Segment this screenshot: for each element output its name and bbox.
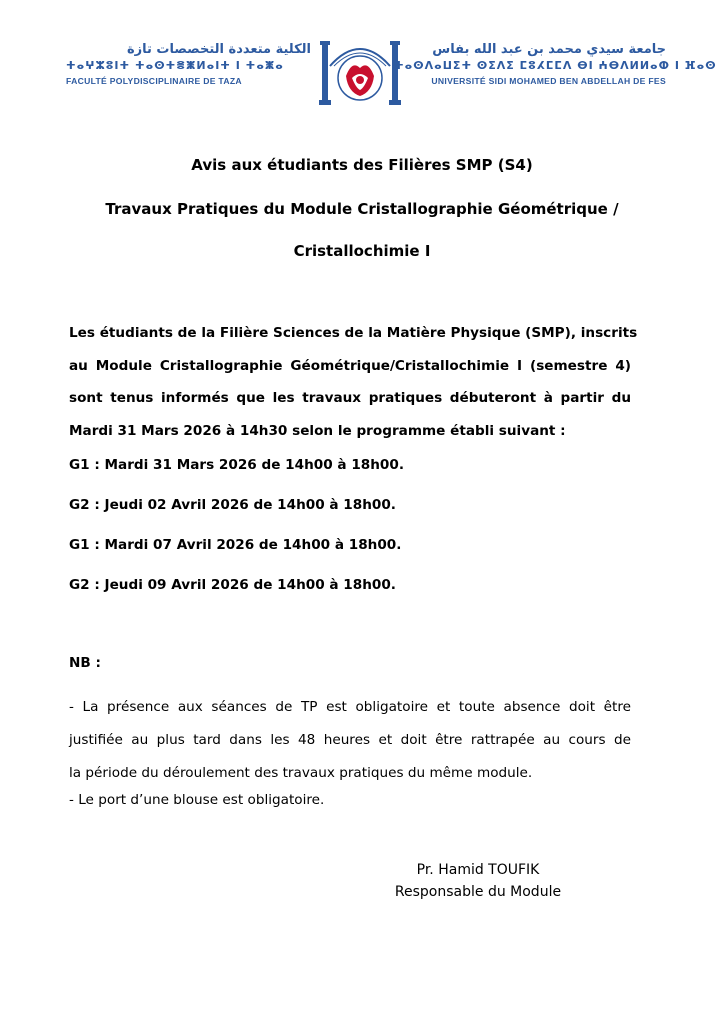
nb-line-1: - La présence aux séances de TP est obligatoire et toute absence doit être bbox=[69, 699, 631, 715]
announcement-paragraph bbox=[69, 317, 638, 448]
nb-notes bbox=[69, 691, 631, 817]
faculty-name-arabic: الكلية متعددة التخصصات تازة bbox=[126, 42, 311, 57]
nb-label: NB : bbox=[69, 655, 101, 671]
letterhead bbox=[66, 36, 717, 108]
faculty-block bbox=[66, 42, 311, 88]
schedule-item-1: G1 : Mardi 31 Mars 2026 de 14h00 à 18h00. bbox=[69, 457, 404, 473]
schedule-item-4: G2 : Jeudi 09 Avril 2026 de 14h00 à 18h00. bbox=[69, 577, 396, 593]
nb-line-4: - Le port d’une blouse est obligatoire. bbox=[69, 792, 325, 808]
faculty-name-tifinagh: ⵜⴰⵖⵣⵓⵏⵜ ⵜⴰⵙⵜⴻⵥⵍⴰⵏⵜ ⵏ ⵜⴰⵥⴰ bbox=[66, 59, 284, 72]
university-block bbox=[394, 42, 717, 88]
notice-subtitle-line-1: Travaux Pratiques du Module Cristallographie Géométrique / bbox=[105, 200, 619, 218]
university-logo-icon bbox=[316, 36, 404, 108]
announcement-line-1: Les étudiants de la Filière Sciences de la Matière Physique (SMP), inscrits bbox=[69, 325, 638, 341]
announcement-line-2: au Module Cristallographie Géométrique/Cristallochimie I (semestre 4) bbox=[69, 357, 631, 374]
announcement-line-3: sont tenus informés que les travaux pratiques débuteront à partir du bbox=[69, 390, 631, 407]
notice-title: Avis aux étudiants des Filières SMP (S4) bbox=[191, 156, 533, 174]
schedule-item-3: G1 : Mardi 07 Avril 2026 de 14h00 à 18h00. bbox=[69, 537, 402, 553]
university-name-tifinagh: ⵜⴰⵙⴷⴰⵡⵉⵜ ⵙⵉⴷⵉ ⵎⵓⵃⵎⵎⴷ ⴱⵏ ⵄⴱⴷⵍⵍⴰⵀ ⵏ ⴼⴰⵙ bbox=[394, 59, 717, 72]
nb-line-3: la période du déroulement des travaux pratiques du même module. bbox=[69, 765, 533, 781]
university-name-french: UNIVERSITÉ SIDI MOHAMED BEN ABDELLAH DE FES bbox=[431, 76, 666, 86]
signature-block bbox=[368, 859, 588, 903]
faculty-name-french: FACULTÉ POLYDISCIPLINAIRE DE TAZA bbox=[66, 76, 242, 86]
nb-line-2: justifiée au plus tard dans les 48 heures et doit être rattrapée au cours de bbox=[69, 732, 631, 748]
notice-subtitle-line-2: Cristallochimie I bbox=[293, 242, 431, 260]
university-name-arabic: جامعة سيدي محمد بن عبد الله بفاس bbox=[432, 42, 666, 57]
announcement-line-4: Mardi 31 Mars 2026 à 14h30 selon le programme établi suivant : bbox=[69, 423, 566, 440]
signatory-name: Pr. Hamid TOUFIK bbox=[416, 862, 540, 878]
signatory-role: Responsable du Module bbox=[394, 884, 562, 900]
schedule-item-2: G2 : Jeudi 02 Avril 2026 de 14h00 à 18h00. bbox=[69, 497, 396, 513]
